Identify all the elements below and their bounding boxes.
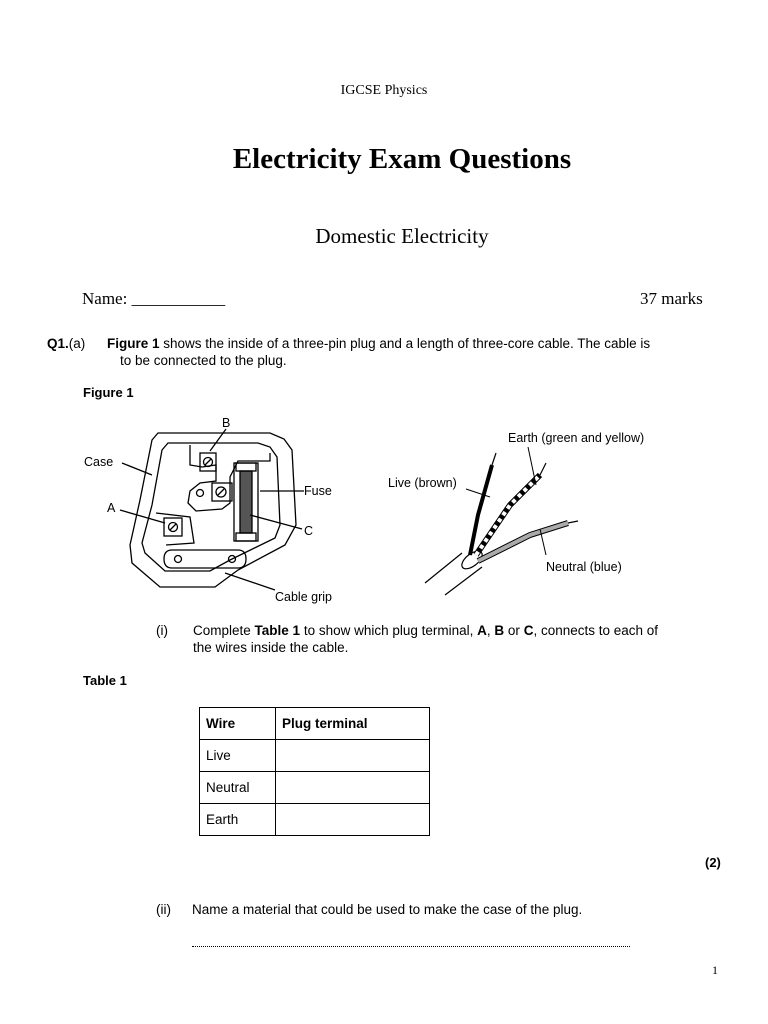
label-neutral: Neutral (blue) bbox=[546, 560, 622, 574]
terminal-c-ref: C bbox=[523, 623, 534, 638]
table-ref: Table 1 bbox=[254, 623, 301, 638]
question-number-bold: Q1. bbox=[47, 336, 69, 351]
question-text-rest: shows the inside of a three-pin plug and a length of three-core cable. The cable is bbox=[159, 336, 651, 351]
part-i-marks: (2) bbox=[705, 855, 721, 870]
question-number bbox=[47, 336, 85, 351]
table-header-wire: Wire bbox=[200, 708, 276, 740]
table-label: Table 1 bbox=[83, 673, 127, 688]
terminal-a-ref: A bbox=[477, 623, 487, 638]
table-row bbox=[200, 740, 430, 772]
part-i-text-line1 bbox=[193, 623, 658, 638]
figure-label: Figure 1 bbox=[83, 385, 134, 400]
part-ii-number: (ii) bbox=[156, 902, 171, 917]
wire-cell: Neutral bbox=[200, 772, 276, 804]
part-i-text-a: Complete bbox=[193, 623, 255, 638]
label-fuse: Fuse bbox=[304, 484, 332, 498]
plug-and-cable-figure bbox=[70, 405, 670, 610]
label-c: C bbox=[304, 524, 314, 538]
wire-terminal-table bbox=[199, 707, 430, 836]
answer-line[interactable] bbox=[192, 936, 630, 947]
label-cable-grip: Cable grip bbox=[275, 590, 332, 604]
wire-cell: Earth bbox=[200, 804, 276, 836]
total-marks: 37 marks bbox=[640, 289, 703, 308]
label-b: B bbox=[222, 416, 231, 430]
terminal-b-ref: B bbox=[494, 623, 505, 638]
label-earth: Earth (green and yellow) bbox=[508, 431, 645, 445]
wire-cell: Live bbox=[200, 740, 276, 772]
terminal-answer-cell[interactable] bbox=[276, 740, 430, 772]
label-case: Case bbox=[84, 455, 114, 469]
table-header-row bbox=[200, 708, 430, 740]
part-i-comma: , bbox=[486, 623, 495, 638]
terminal-answer-cell[interactable] bbox=[276, 772, 430, 804]
part-i-text-c: , connects to each of bbox=[533, 623, 659, 638]
page-title: Electricity Exam Questions bbox=[232, 143, 572, 175]
table-row bbox=[200, 804, 430, 836]
figure-ref: Figure 1 bbox=[107, 336, 160, 351]
part-i-or: or bbox=[504, 623, 524, 638]
terminal-answer-cell[interactable] bbox=[276, 804, 430, 836]
question-text-line1 bbox=[107, 336, 650, 351]
part-ii-text: Name a material that could be used to make the case of the plug. bbox=[192, 902, 583, 917]
table-row bbox=[200, 772, 430, 804]
table-header-terminal: Plug terminal bbox=[276, 708, 430, 740]
part-i-text-line2: the wires inside the cable. bbox=[193, 640, 349, 655]
question-text-line2: to be connected to the plug. bbox=[120, 353, 287, 368]
part-i-number: (i) bbox=[156, 623, 168, 638]
page-subtitle: Domestic Electricity bbox=[315, 224, 489, 248]
plug-diagram bbox=[120, 429, 304, 590]
part-i-text-b: to show which plug terminal, bbox=[300, 623, 478, 638]
page-number: 1 bbox=[712, 963, 718, 977]
page-header: IGCSE Physics bbox=[340, 83, 428, 98]
label-a: A bbox=[107, 501, 116, 515]
label-live: Live (brown) bbox=[388, 476, 457, 490]
question-part: (a) bbox=[68, 336, 86, 351]
name-field-label: Name: ___________ bbox=[82, 289, 226, 308]
